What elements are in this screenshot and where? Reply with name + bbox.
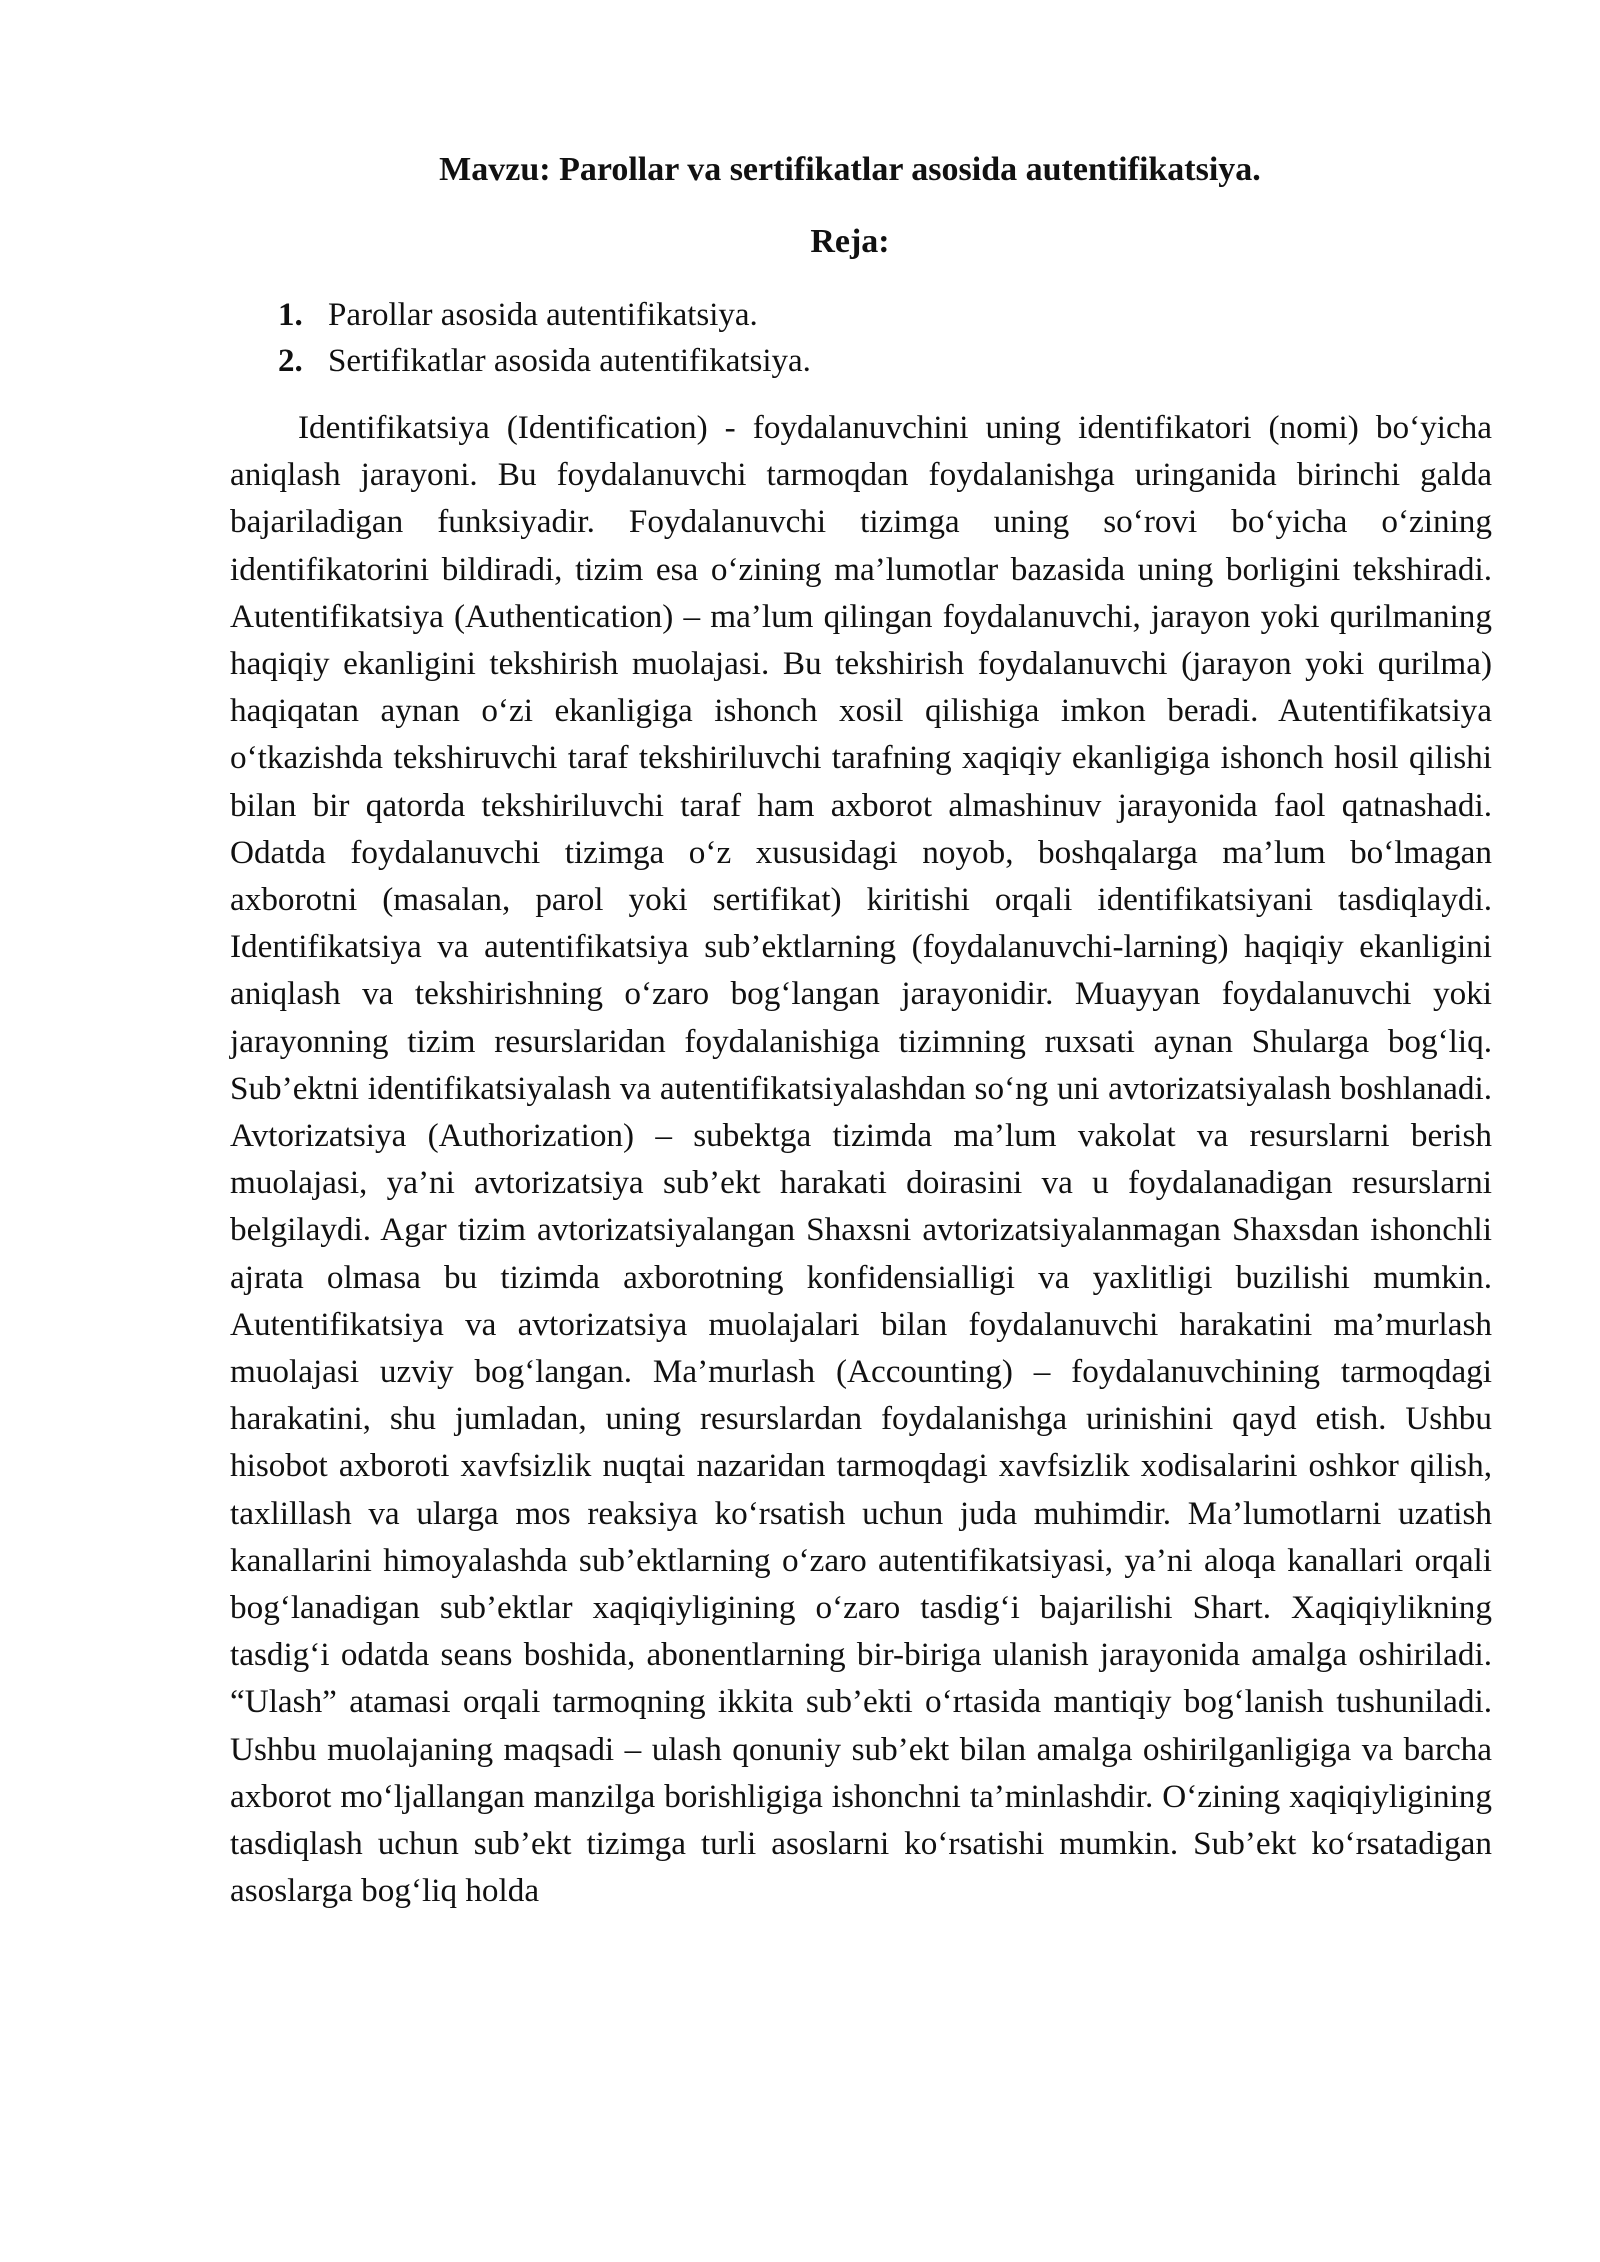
page-title: Mavzu: Parollar va sertifikatlar asosida autentifikatsiya.	[439, 151, 1261, 188]
plan-item-number: 1.	[278, 297, 303, 333]
plan-item-text: Sertifikatlar asosida autentifikatsiya.	[328, 343, 811, 379]
plan-item-number: 2.	[278, 343, 303, 379]
plan-item	[278, 338, 1378, 384]
plan-list	[278, 292, 1378, 384]
plan-heading: Reja:	[810, 223, 890, 260]
body-paragraph: Identifikatsiya (Identification) - foydalanuvchini uning identifikatori (nomi) bo‘yicha aniqlash jarayoni. Bu foydalanuvchi tarmoqdan foydalanishga uringanida birinchi galda bajariladigan funksiyadir. Foydalanuvchi tizimga uning so‘rovi bo‘yicha o‘zining identifikatorini bildiradi, tizim esa o‘zining ma’lumotlar bazasida uning borligini tekshiradi. Autentifikatsiya (Authentication) – ma’lum qilingan foydalanuvchi, jarayon yoki qurilmaning haqiqiy ekanligini tekshirish muolajasi. Bu tekshirish foydalanuvchi (jarayon yoki qurilma) haqiqatan aynan o‘zi ekanligiga ishonch xosil qilishiga imkon beradi. Autentifikatsiya o‘tkazishda tekshiruvchi taraf tekshiriluvchi tarafning xaqiqiy ekanligiga ishonch hosil qilishi bilan bir qatorda tekshiriluvchi taraf ham axborot almashinuv jarayonida faol qatnashadi. Odatda foydalanuvchi tizimga o‘z xususidagi noyob, boshqalarga ma’lum bo‘lmagan axborotni (masalan, parol yoki sertifikat) kiritishi orqali identifikatsiyani tasdiqlaydi. Identifikatsiya va autentifikatsiya sub’ektlarning (foydalanuvchi-larning) haqiqiy ekanligini aniqlash va tekshirishning o‘zaro bog‘langan jarayonidir. Muayyan foydalanuvchi yoki jarayonning tizim resurslaridan foydalanishiga tizimning ruxsati aynan Shularga bog‘liq. Sub’ektni identifikatsiyalash va autentifikatsiyalashdan so‘ng uni avtorizatsiyalash boshlanadi. Avtorizatsiya (Authorization) – subektga tizimda ma’lum vakolat va resurslarni berish muolajasi, ya’ni avtorizatsiya sub’ekt harakati doirasini va u foydalanadigan resurslarni belgilaydi. Agar tizim avtorizatsiyalangan Shaxsni avtorizatsiyalanmagan Shaxsdan ishonchli ajrata olmasa bu tizimda axborotning konfidensialligi va yaxlitligi buzilishi mumkin. Autentifikatsiya va avtorizatsiya muolajalari bilan foydalanuvchi harakatini ma’murlash muolajasi uzviy bog‘langan. Ma’murlash (Accounting) – foydalanuvchining tarmoqdagi harakatini, shu jumladan, uning resurslardan foydalanishga urinishini qayd etish. Ushbu hisobot axboroti xavfsizlik nuqtai nazaridan tarmoqdagi xavfsizlik xodisalarini oshkor qilish, taxlillash va ularga mos reaksiya ko‘rsatish uchun juda muhimdir. Ma’lumotlarni uzatish kanallarini himoyalashda sub’ektlarning o‘zaro autentifikatsiyasi, ya’ni aloqa kanallari orqali bog‘lanadigan sub’ektlar xaqiqiyligining o‘zaro tasdig‘i bajarilishi Shart. Xaqiqiylikning tasdig‘i odatda seans boshida, abonentlarning bir-biriga ulanish jarayonida amalga oshiriladi. “Ulash” atamasi orqali tarmoqning ikkita sub’ekti o‘rtasida mantiqiy bog‘lanish tushuniladi. Ushbu muolajaning maqsadi – ulash qonuniy sub’ekt bilan amalga oshirilganligiga va barcha axborot mo‘ljallangan manzilga borishligiga ishonchni ta’minlashdir. O‘zining xaqiqiyligining tasdiqlash uchun sub’ekt tizimga turli asoslarni ko‘rsatishi mumkin. Sub’ekt ko‘rsatadigan asoslarga bog‘liq holda	[230, 409, 1492, 1910]
plan-item-text: Parollar asosida autentifikatsiya.	[328, 297, 758, 333]
plan-item	[278, 292, 1378, 338]
